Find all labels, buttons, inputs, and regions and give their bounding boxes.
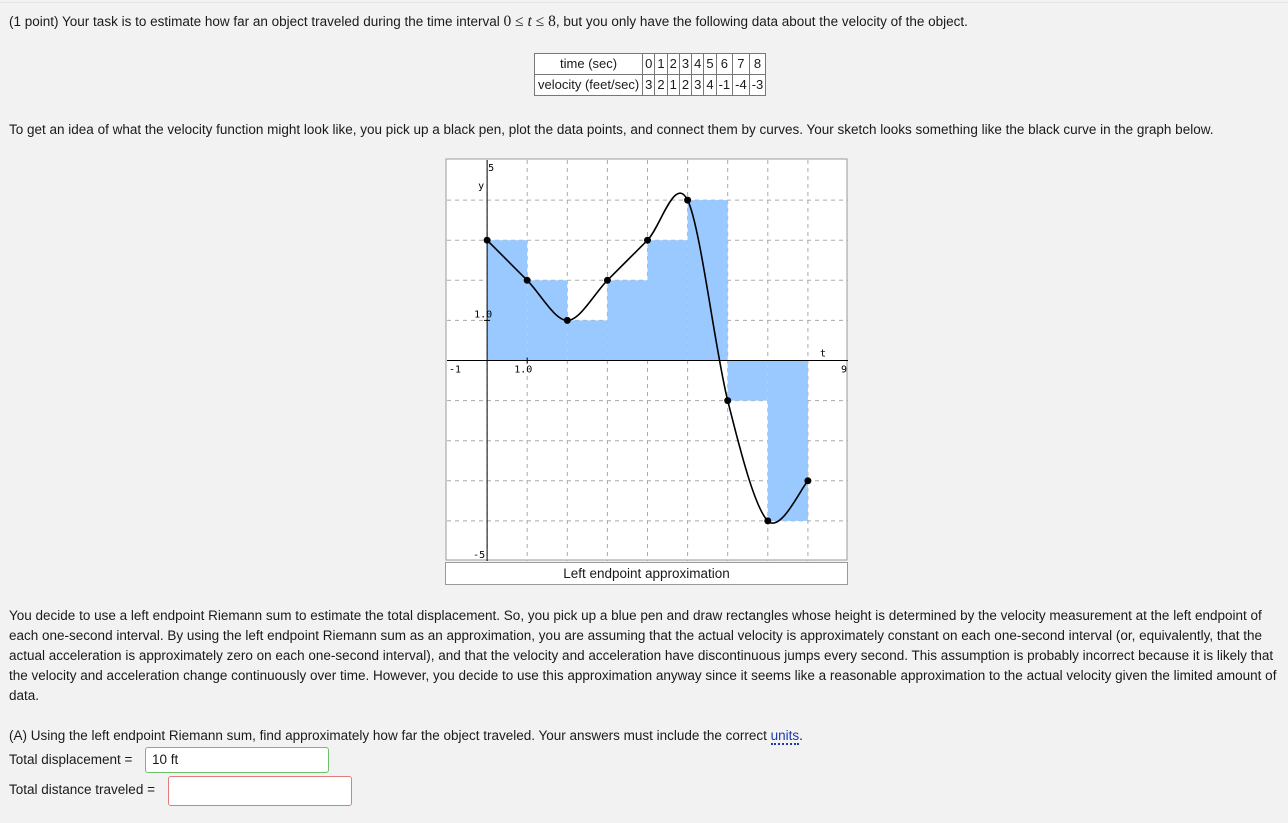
velocity-cell: 3 — [643, 75, 655, 96]
riemann-rectangle — [728, 361, 768, 401]
velocity-cell: 2 — [679, 75, 691, 96]
time-cell: 1 — [655, 54, 667, 75]
x-max-label: 9 — [841, 364, 848, 376]
math-le-1: ≤ — [511, 13, 528, 30]
riemann-rectangle — [527, 280, 567, 360]
question-a — [9, 726, 1279, 746]
time-cell: 6 — [716, 54, 733, 75]
sketch-paragraph: To get an idea of what the velocity function might look like, you pick up a black pen, plot the data points, and connect them by curves. Your sketch looks something like the black curve in the graph below. — [9, 122, 1214, 137]
velocity-cell: 1 — [667, 75, 679, 96]
math-eight: 8 — [548, 13, 556, 30]
top-divider — [0, 2, 1288, 3]
time-cell: 3 — [679, 54, 691, 75]
data-point — [644, 237, 651, 244]
time-cell: 7 — [733, 54, 750, 75]
velocity-cell: -4 — [733, 75, 750, 96]
time-cell: 5 — [704, 54, 716, 75]
velocity-graph — [445, 158, 848, 562]
displacement-label: Total displacement = — [9, 752, 133, 767]
y-min-label: -5 — [473, 550, 486, 561]
riemann-rectangle — [487, 240, 527, 360]
data-point — [524, 277, 531, 284]
displacement-input[interactable]: 10 ft — [145, 747, 329, 773]
math-t: t — [527, 13, 532, 30]
data-point — [604, 277, 611, 284]
velocity-cell: -3 — [749, 75, 766, 96]
y-unit-label: 1.0 — [474, 309, 493, 321]
math-zero: 0 — [503, 13, 512, 30]
data-point — [804, 477, 811, 484]
graph-container — [445, 158, 848, 585]
question-period: . — [799, 728, 803, 743]
riemann-rectangle — [607, 280, 647, 360]
x-axis-label: t — [820, 348, 827, 360]
riemann-rectangle — [768, 361, 808, 521]
velocity-cell: 2 — [655, 75, 667, 96]
distance-input[interactable] — [168, 776, 352, 806]
velocity-table — [534, 53, 766, 96]
problem-intro — [9, 12, 1279, 32]
time-cell: 4 — [692, 54, 704, 75]
question-text: (A) Using the left endpoint Riemann sum, find approximately how far the object traveled. Your answers must include the correct — [9, 728, 771, 743]
intro-prefix: (1 point) Your task is to estimate how far an object traveled during the time interval — [9, 14, 500, 29]
riemann-rectangle — [648, 240, 688, 360]
math-le-2: ≤ — [531, 13, 549, 30]
velocity-cell: 3 — [692, 75, 704, 96]
time-cell: 8 — [749, 54, 766, 75]
time-row — [535, 54, 766, 75]
data-point — [564, 317, 571, 324]
time-cell: 2 — [667, 54, 679, 75]
velocity-row — [535, 75, 766, 96]
intro-suffix: , but you only have the following data about the velocity of the object. — [555, 14, 968, 29]
velocity-cell: 4 — [704, 75, 716, 96]
data-point — [684, 197, 691, 204]
x-min-label: -1 — [449, 364, 462, 376]
riemann-rectangle — [567, 320, 607, 360]
y-axis-label: y — [478, 181, 485, 192]
data-point — [764, 517, 771, 524]
units-help-link[interactable]: units — [770, 728, 800, 743]
data-point — [484, 237, 491, 244]
riemann-rectangle — [688, 200, 728, 360]
distance-label: Total distance traveled = — [9, 782, 155, 797]
y-max-label: 5 — [488, 163, 495, 174]
time-header: time (sec) — [535, 54, 643, 75]
velocity-cell: -1 — [716, 75, 733, 96]
time-cell: 0 — [643, 54, 655, 75]
data-point — [724, 397, 731, 404]
riemann-paragraph: You decide to use a left endpoint Riemann sum to estimate the total displacement. So, you pick up a blue pen and draw rectangles whose height is determined by the velocity measurement at the left endpoint of each one-second interval. By using the left endpoint Riemann sum as an approximation, you are assuming that the actual velocity is approximately constant on each one-second interval (or, equivalently, that the actual acceleration is approximately zero on each one-second interval), and that the velocity and acceleration have discontinuous jumps every second. This assumption is probably incorrect because it is likely that the velocity and acceleration change continuously over time. However, you decide to use this approximation anyway since it seems like a reasonable approximation to the actual velocity given the limited amount of data. — [9, 608, 1277, 703]
velocity-header: velocity (feet/sec) — [535, 75, 643, 96]
x-unit-label: 1.0 — [514, 364, 533, 376]
graph-caption: Left endpoint approximation — [445, 562, 848, 585]
